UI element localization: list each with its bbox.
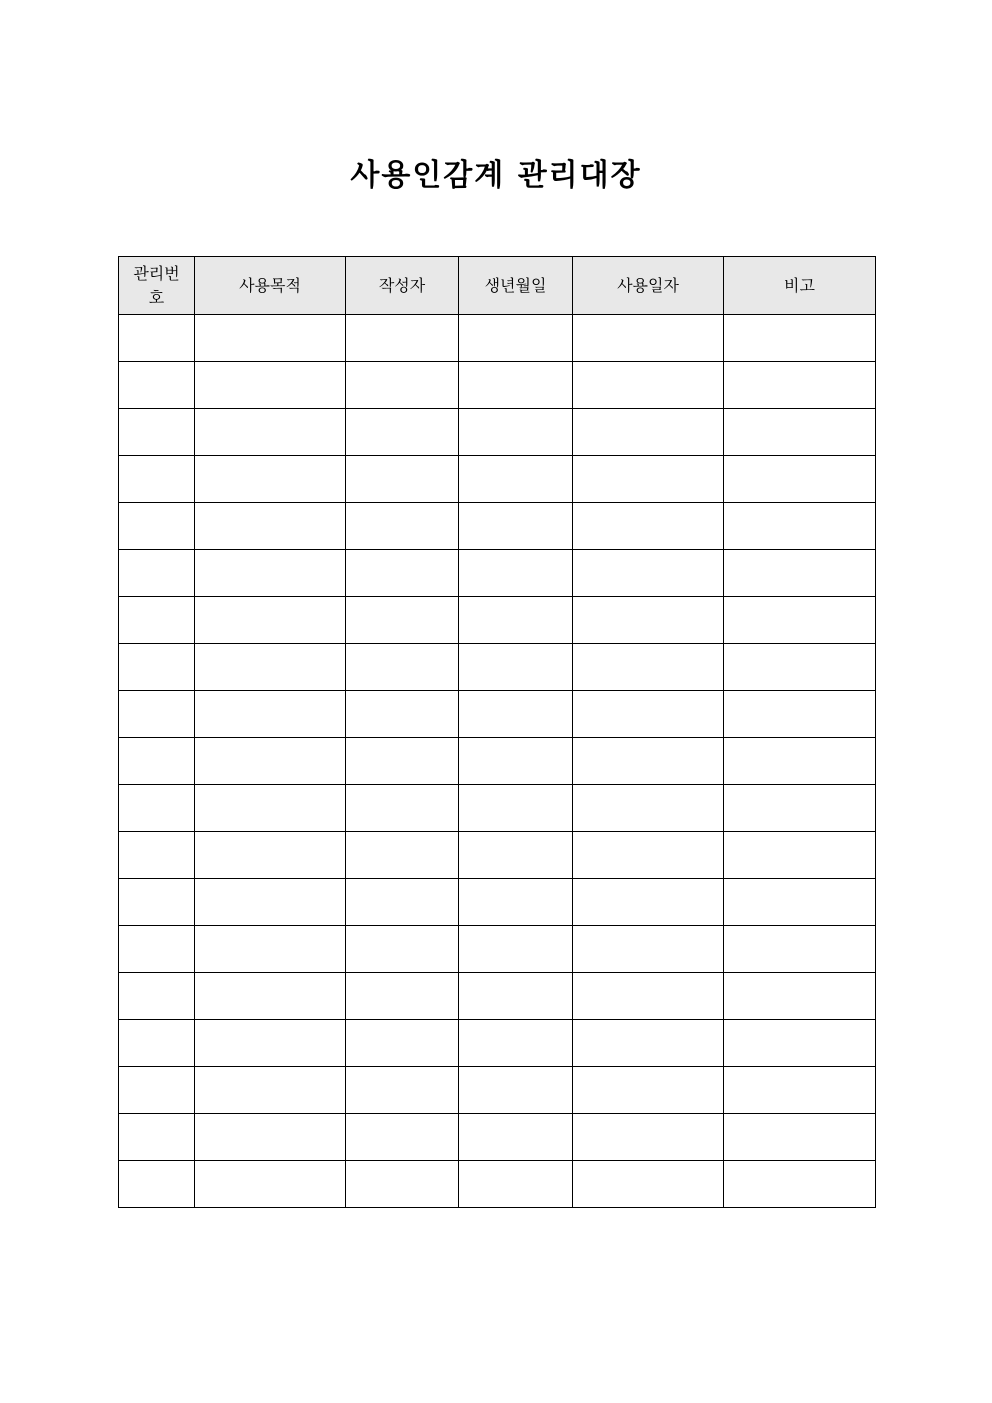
cell-use-date[interactable]	[573, 785, 724, 832]
cell-purpose[interactable]	[195, 597, 346, 644]
cell-birthdate[interactable]	[459, 738, 573, 785]
cell-remarks[interactable]	[724, 879, 876, 926]
cell-purpose[interactable]	[195, 1161, 346, 1208]
cell-birthdate[interactable]	[459, 832, 573, 879]
table-row	[119, 362, 876, 409]
cell-author[interactable]	[346, 597, 459, 644]
column-header-remarks: 비고	[724, 257, 876, 315]
cell-remarks[interactable]	[724, 973, 876, 1020]
cell-purpose[interactable]	[195, 644, 346, 691]
cell-author[interactable]	[346, 644, 459, 691]
cell-management-number[interactable]	[119, 1161, 195, 1208]
cell-author[interactable]	[346, 1114, 459, 1161]
cell-remarks[interactable]	[724, 597, 876, 644]
cell-management-number[interactable]	[119, 738, 195, 785]
cell-birthdate[interactable]	[459, 315, 573, 362]
table-row	[119, 785, 876, 832]
cell-remarks[interactable]	[724, 738, 876, 785]
table-row	[119, 1114, 876, 1161]
cell-remarks[interactable]	[724, 1161, 876, 1208]
cell-birthdate[interactable]	[459, 785, 573, 832]
cell-use-date[interactable]	[573, 503, 724, 550]
cell-remarks[interactable]	[724, 362, 876, 409]
cell-management-number[interactable]	[119, 1020, 195, 1067]
cell-remarks[interactable]	[724, 1020, 876, 1067]
cell-management-number[interactable]	[119, 926, 195, 973]
cell-management-number[interactable]	[119, 785, 195, 832]
cell-birthdate[interactable]	[459, 691, 573, 738]
cell-birthdate[interactable]	[459, 362, 573, 409]
table-row	[119, 973, 876, 1020]
cell-remarks[interactable]	[724, 550, 876, 597]
cell-birthdate[interactable]	[459, 1161, 573, 1208]
cell-use-date[interactable]	[573, 973, 724, 1020]
cell-remarks[interactable]	[724, 409, 876, 456]
table-row	[119, 315, 876, 362]
cell-birthdate[interactable]	[459, 1114, 573, 1161]
table-row	[119, 503, 876, 550]
cell-birthdate[interactable]	[459, 1020, 573, 1067]
cell-management-number[interactable]	[119, 879, 195, 926]
cell-use-date[interactable]	[573, 691, 724, 738]
cell-purpose[interactable]	[195, 550, 346, 597]
cell-author[interactable]	[346, 456, 459, 503]
cell-purpose[interactable]	[195, 1067, 346, 1114]
table-row	[119, 926, 876, 973]
cell-remarks[interactable]	[724, 691, 876, 738]
cell-birthdate[interactable]	[459, 503, 573, 550]
ledger-body	[119, 315, 876, 1208]
cell-management-number[interactable]	[119, 315, 195, 362]
cell-purpose[interactable]	[195, 1114, 346, 1161]
table-row	[119, 832, 876, 879]
cell-purpose[interactable]	[195, 315, 346, 362]
cell-purpose[interactable]	[195, 409, 346, 456]
cell-purpose[interactable]	[195, 926, 346, 973]
cell-remarks[interactable]	[724, 1067, 876, 1114]
cell-remarks[interactable]	[724, 644, 876, 691]
cell-remarks[interactable]	[724, 315, 876, 362]
column-header-birthdate: 생년월일	[459, 257, 573, 315]
cell-birthdate[interactable]	[459, 550, 573, 597]
cell-use-date[interactable]	[573, 550, 724, 597]
cell-management-number[interactable]	[119, 362, 195, 409]
cell-birthdate[interactable]	[459, 456, 573, 503]
cell-remarks[interactable]	[724, 832, 876, 879]
cell-purpose[interactable]	[195, 691, 346, 738]
table-row	[119, 644, 876, 691]
cell-birthdate[interactable]	[459, 973, 573, 1020]
cell-use-date[interactable]	[573, 1020, 724, 1067]
cell-author[interactable]	[346, 1020, 459, 1067]
cell-remarks[interactable]	[724, 456, 876, 503]
cell-purpose[interactable]	[195, 456, 346, 503]
cell-purpose[interactable]	[195, 785, 346, 832]
cell-use-date[interactable]	[573, 926, 724, 973]
table-row	[119, 879, 876, 926]
cell-management-number[interactable]	[119, 503, 195, 550]
cell-author[interactable]	[346, 362, 459, 409]
cell-use-date[interactable]	[573, 644, 724, 691]
page-title: 사용인감계 관리대장	[350, 158, 642, 194]
cell-remarks[interactable]	[724, 785, 876, 832]
cell-author[interactable]	[346, 785, 459, 832]
cell-management-number[interactable]	[119, 832, 195, 879]
table-row	[119, 409, 876, 456]
cell-author[interactable]	[346, 691, 459, 738]
cell-use-date[interactable]	[573, 832, 724, 879]
cell-management-number[interactable]	[119, 409, 195, 456]
header-row	[119, 257, 876, 315]
cell-author[interactable]	[346, 1067, 459, 1114]
cell-use-date[interactable]	[573, 597, 724, 644]
cell-use-date[interactable]	[573, 409, 724, 456]
cell-management-number[interactable]	[119, 456, 195, 503]
table-row	[119, 456, 876, 503]
cell-use-date[interactable]	[573, 1161, 724, 1208]
cell-remarks[interactable]	[724, 1114, 876, 1161]
cell-author[interactable]	[346, 926, 459, 973]
cell-purpose[interactable]	[195, 879, 346, 926]
cell-author[interactable]	[346, 315, 459, 362]
cell-purpose[interactable]	[195, 973, 346, 1020]
cell-management-number[interactable]	[119, 550, 195, 597]
cell-use-date[interactable]	[573, 879, 724, 926]
cell-management-number[interactable]	[119, 1067, 195, 1114]
cell-author[interactable]	[346, 1161, 459, 1208]
cell-purpose[interactable]	[195, 362, 346, 409]
cell-purpose[interactable]	[195, 832, 346, 879]
cell-birthdate[interactable]	[459, 644, 573, 691]
table-row	[119, 550, 876, 597]
cell-use-date[interactable]	[573, 738, 724, 785]
column-header-management-number: 관리번호	[119, 257, 195, 315]
table-row	[119, 1161, 876, 1208]
cell-management-number[interactable]	[119, 691, 195, 738]
cell-birthdate[interactable]	[459, 926, 573, 973]
cell-use-date[interactable]	[573, 315, 724, 362]
table-row	[119, 597, 876, 644]
cell-use-date[interactable]	[573, 456, 724, 503]
cell-author[interactable]	[346, 879, 459, 926]
cell-author[interactable]	[346, 409, 459, 456]
table-row	[119, 691, 876, 738]
cell-birthdate[interactable]	[459, 409, 573, 456]
cell-birthdate[interactable]	[459, 597, 573, 644]
column-header-use-date: 사용일자	[573, 257, 724, 315]
cell-use-date[interactable]	[573, 362, 724, 409]
table-row	[119, 738, 876, 785]
table-row	[119, 1020, 876, 1067]
cell-management-number[interactable]	[119, 644, 195, 691]
cell-author[interactable]	[346, 832, 459, 879]
cell-purpose[interactable]	[195, 503, 346, 550]
cell-author[interactable]	[346, 738, 459, 785]
cell-remarks[interactable]	[724, 503, 876, 550]
cell-author[interactable]	[346, 503, 459, 550]
cell-use-date[interactable]	[573, 1067, 724, 1114]
cell-use-date[interactable]	[573, 1114, 724, 1161]
cell-management-number[interactable]	[119, 973, 195, 1020]
cell-management-number[interactable]	[119, 1114, 195, 1161]
column-header-author: 작성자	[346, 257, 459, 315]
cell-author[interactable]	[346, 550, 459, 597]
ledger-table	[118, 256, 876, 1208]
cell-remarks[interactable]	[724, 926, 876, 973]
column-header-purpose: 사용목적	[195, 257, 346, 315]
ledger-header	[119, 257, 876, 315]
cell-management-number[interactable]	[119, 597, 195, 644]
table-row	[119, 1067, 876, 1114]
cell-author[interactable]	[346, 973, 459, 1020]
cell-birthdate[interactable]	[459, 1067, 573, 1114]
cell-purpose[interactable]	[195, 1020, 346, 1067]
cell-purpose[interactable]	[195, 738, 346, 785]
cell-birthdate[interactable]	[459, 879, 573, 926]
